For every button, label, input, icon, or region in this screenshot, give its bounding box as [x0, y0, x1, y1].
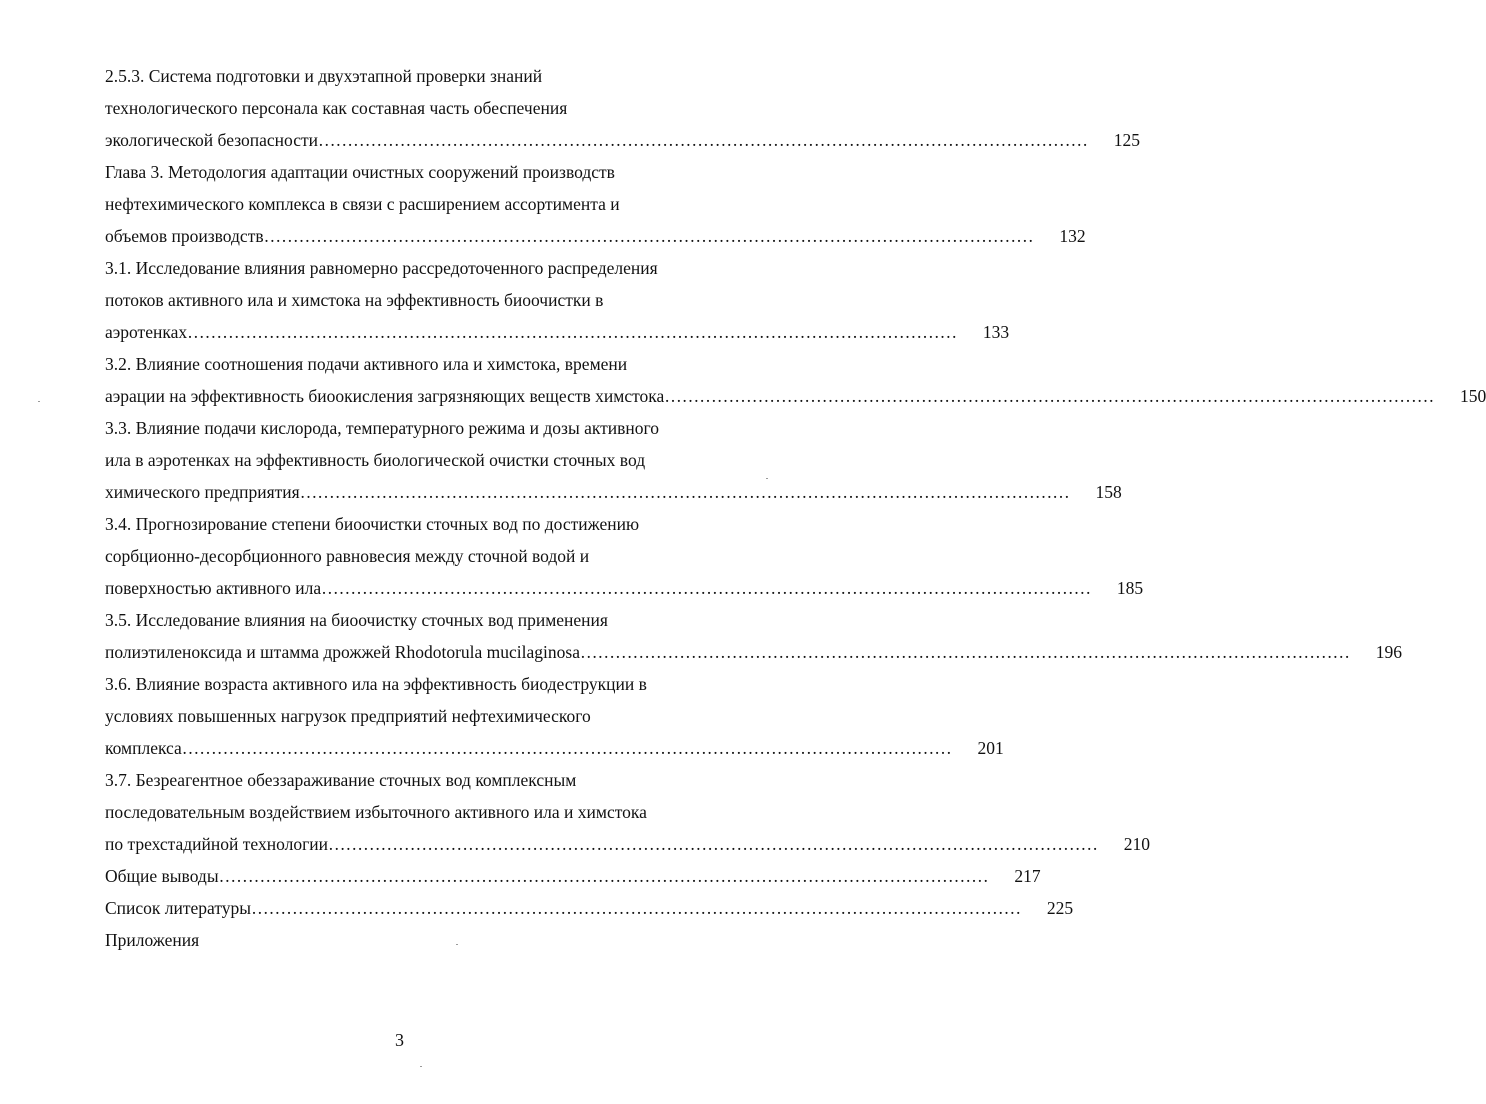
- toc-entry-last-line: [105, 572, 1144, 604]
- toc-page-number: 158: [1095, 482, 1122, 502]
- toc-entry: [105, 156, 1086, 252]
- toc-entry-last-line: [105, 828, 1150, 860]
- dot-leader: ……………………………………………………………………………………………………………………: [664, 386, 1435, 406]
- toc-entry-title: объемов производств: [105, 226, 264, 246]
- dot-leader: ……………………………………………………………………………………………………………………: [327, 834, 1098, 854]
- toc-page-number: 201: [977, 738, 1004, 758]
- toc-page-number: 150: [1460, 386, 1486, 406]
- toc-entry-line: 3.6. Влияние возраста активного ила на эффективность биодеструкции в: [105, 674, 647, 694]
- toc-entry-title: экологической безопасности: [105, 130, 318, 150]
- toc-entry-title: по трехстадийной технологии: [105, 834, 328, 854]
- toc-entry-line: 2.5.3. Система подготовки и двухэтапной проверки знаний: [105, 66, 543, 86]
- dot-leader: ……………………………………………………………………………………………………………………: [263, 226, 1034, 246]
- scan-speck: [420, 1066, 422, 1067]
- dot-leader: ……………………………………………………………………………………………………………………: [299, 482, 1070, 502]
- toc-entry-last-line: [105, 316, 1010, 348]
- toc-entry: [105, 60, 1140, 156]
- toc-entry: [105, 348, 1486, 412]
- toc-entry: [105, 860, 1041, 892]
- toc-entry-last-line: Приложения: [105, 930, 200, 950]
- dot-leader: ……………………………………………………………………………………………………………………: [580, 642, 1350, 662]
- dot-leader: ……………………………………………………………………………………………………………………: [187, 322, 958, 342]
- toc-page-number: 132: [1059, 226, 1086, 246]
- toc-entry-last-line: [105, 380, 1486, 412]
- toc-entry-line: сорбционно-десорбционного равновесия между сточной водой и: [105, 546, 590, 566]
- toc-page-number: 196: [1375, 642, 1402, 662]
- toc-entry-last-line: [105, 892, 1074, 924]
- toc-page-number: 185: [1116, 578, 1144, 598]
- toc-entry-last-line: [105, 220, 1086, 252]
- toc-entry-last-line: [105, 476, 1122, 508]
- toc-page-number: 125: [1113, 130, 1140, 150]
- table-of-contents: [105, 60, 1486, 956]
- toc-entry: [105, 252, 1010, 348]
- dot-leader: ……………………………………………………………………………………………………………………: [218, 866, 989, 886]
- toc-entry-last-line: [105, 732, 1004, 764]
- toc-entry-line: 3.7. Безреагентное обеззараживание сточных вод комплексным: [105, 770, 577, 790]
- toc-entry-last-line: [105, 124, 1140, 156]
- toc-page-number: 217: [1014, 866, 1041, 886]
- dot-leader: ……………………………………………………………………………………………………………………: [251, 898, 1022, 918]
- toc-entry-title: комплекса: [105, 738, 182, 758]
- toc-page-number: 133: [982, 322, 1010, 342]
- toc-entry-line: ила в аэротенках на эффективность биологической очистки сточных вод: [105, 450, 646, 470]
- toc-entry-line: 3.4. Прогнозирование степени биоочистки сточных вод по достижению: [105, 514, 640, 534]
- toc-entry-title: полиэтиленоксида и штамма дрожжей Rhodotorula mucilaginosa: [105, 642, 580, 662]
- toc-page-number: 210: [1123, 834, 1150, 854]
- toc-entry-line: последовательным воздействием избыточного активного ила и химстока: [105, 802, 647, 822]
- toc-entry: [105, 412, 1122, 508]
- toc-entry-line: 3.2. Влияние соотношения подачи активного ила и химстока, времени: [105, 354, 628, 374]
- scan-speck: [38, 401, 40, 402]
- toc-entry-last-line: [105, 636, 1402, 668]
- toc-entry: [105, 508, 1144, 604]
- toc-entry: [105, 924, 767, 956]
- toc-entry-title: поверхностью активного ила: [105, 578, 322, 598]
- dot-leader: ……………………………………………………………………………………………………………………: [181, 738, 952, 758]
- toc-entry-last-line: [105, 860, 1041, 892]
- toc-entry: [105, 604, 1402, 668]
- toc-entry-title: химического предприятия: [105, 482, 300, 502]
- dot-leader: ……………………………………………………………………………………………………………………: [321, 578, 1092, 598]
- toc-entry-line: 3.3. Влияние подачи кислорода, температурного режима и дозы активного: [105, 418, 659, 438]
- toc-entry-line: технологического персонала как составная часть обеспечения: [105, 98, 568, 118]
- toc-entry-line: нефтехимического комплекса в связи с расширением ассортимента и: [105, 194, 620, 214]
- toc-page-number: 225: [1046, 898, 1074, 918]
- scan-speck: [456, 944, 458, 945]
- dot-leader: ……………………………………………………………………………………………………………………: [318, 130, 1088, 150]
- scan-speck: [766, 478, 768, 479]
- toc-entry-title: Общие выводы: [105, 866, 219, 886]
- toc-entry-line: 3.5. Исследование влияния на биоочистку сточных вод применения: [105, 610, 608, 630]
- toc-entry: [105, 764, 1150, 860]
- toc-entry-title: Список литературы: [105, 898, 252, 918]
- toc-entry-line: Глава 3. Методология адаптации очистных сооружений производств: [105, 162, 615, 182]
- toc-entry: [105, 892, 1074, 924]
- toc-entry-title: аэрации на эффективность биоокисления загрязняющих веществ химстока: [105, 386, 665, 406]
- toc-entry-title: аэротенках: [105, 322, 188, 342]
- toc-entry-line: условиях повышенных нагрузок предприятий нефтехимического: [105, 706, 591, 726]
- toc-entry-line: 3.1. Исследование влияния равномерно рассредоточенного распределения: [105, 258, 658, 278]
- toc-entry-line: потоков активного ила и химстока на эффективность биоочистки в: [105, 290, 604, 310]
- page-number: 3: [395, 1030, 404, 1050]
- toc-entry: [105, 668, 1004, 764]
